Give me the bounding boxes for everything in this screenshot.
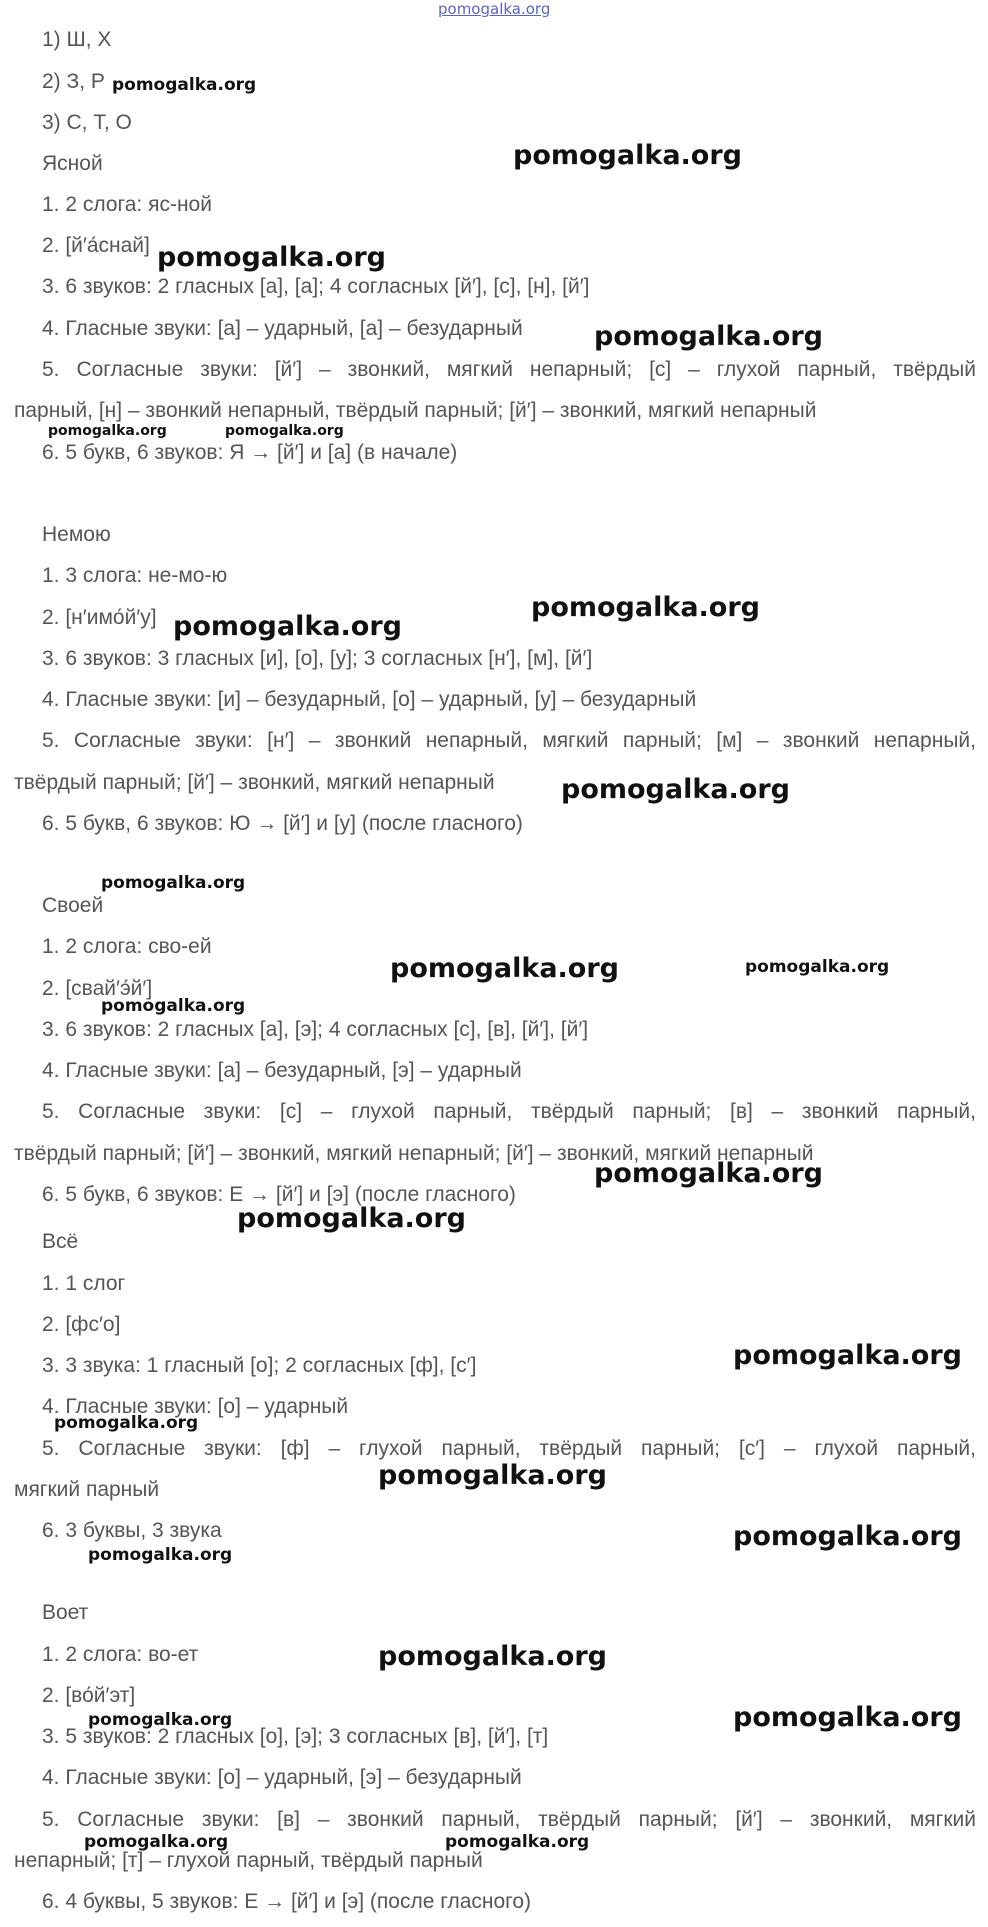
watermark: pomogalka.org [88,1545,233,1565]
watermark: pomogalka.org [594,321,823,352]
watermark: pomogalka.org [112,75,257,95]
watermark: pomogalka.org [84,1832,229,1852]
watermark: pomogalka.org [378,1641,607,1672]
watermark: pomogalka.org [378,1460,607,1491]
watermark: pomogalka.org [438,0,551,18]
watermark: pomogalka.org [745,957,890,977]
watermark: pomogalka.org [561,774,790,805]
watermark: pomogalka.org [513,140,742,171]
watermark: pomogalka.org [225,423,344,439]
watermark: pomogalka.org [48,423,167,439]
watermark: pomogalka.org [531,592,760,623]
watermark: pomogalka.org [390,953,619,984]
watermark: pomogalka.org [157,242,386,273]
watermark: pomogalka.org [733,1340,962,1371]
document-page: 1) Ш, Х 2) З, Р 3) С, Т, О Ясной 1. 2 слога: яс-ной 2. [й′а́снай] 3. 6 звуков: 2 гласных [а], [а]; 4 согласных [й′], [с], [н], [й′] 4. Гласные звуки: [а] – ударный, [а] – безударный 5. Согласные звуки: [й′] – звонкий, мягкий непарный; [с] – глухой парный, твёрдый парный, [н] – звонкий непарный, твёрдый парный; [й′] – звонкий, мягкий непарный 6. 5 букв, 6 звуков: Я → [й′] и [а] (в начале) Немою 1. 3 слога: не-мо-ю 2. [н′имо́й′у] 3. 6 звуков: 3 гласных [и], [о], [у]; 3 согласных [н′], [м], [й′] 4. Гласные звуки: [и] – безударный, [о] – ударный, [у] – безударный 5. Согласные звуки: [н′] – звонкий непарный, мягкий парный; [м] – звонкий непарный, твёрдый парный; [й′] – звонкий, мягкий непарный 6. 5 букв, 6 звуков: Ю → [й′] и [у] (после гласного) Своей 1. 2 слога: сво-ей 2. [свай′э́й′] 3. 6 звуков: 2 гласных [а], [э]; 4 согласных [с], [в], [й′], [й′] 4. Гласные звуки: [а] – безударный, [э] – ударный 5. Согласные звуки: [с] – глухой парный, твёрдый парный; [в] – звонкий парный, твёрдый парный; [й′] – звонкий, мягкий непарный; [й′] – звонкий, мягкий непарный 6. 5 букв, 6 звуков: Е → [й′] и [э] (после гласного) Всё 1. 1 слог 2. [фс′о] 3. 3 звука: 1 гласный [о]; 2 согласных [ф], [с′] 4. Гласные звуки: [о] – ударный 5. Согласные звуки: [ф] – глухой парный, твёрдый парный; [с′] – глухой парный, мягкий парный 6. 3 буквы, 3 звука Воет 1. 2 слога: во-ет 2. [во́й′эт] 3. 5 звуков: 2 гласных [о], [э]; 3 согласных [в], [й′], [т] 4. Гласные звуки: [о] – ударный, [э] – безударный 5. Согласные звуки: [в] – звонкий парный, твёрдый парный; [й′] – звонкий, мягкий непарный; [т] – глухой парный, твёрдый парный 6. 4 буквы, 5 звуков: Е → [й′] и [э] (после гласного) pomogalka.org pomogalka.org pomogalka.org pomogalka.org pomogalka.org pomogalka.org pomogalka.org pomogalka.org pomogalka.org pomogalka.org pomogalka.org pomogalka.org pomogalka.org pomogalka.org pomogalka.org pomogalka.org pomogalka.org pomogalka.org pomogalka.org pomogalka.org pomogalka.org pomogalka.org pomogalka.org pomogalka.org pomogalka.org pomogalka.org [14,0,976,1913]
watermark: pomogalka.org [101,996,246,1016]
watermark: pomogalka.org [88,1710,233,1730]
watermark: pomogalka.org [54,1413,199,1433]
watermark: pomogalka.org [173,611,402,642]
watermark: pomogalka.org [733,1521,962,1552]
watermark: pomogalka.org [594,1158,823,1189]
watermark: pomogalka.org [237,1203,466,1234]
watermark: pomogalka.org [733,1702,962,1733]
watermark: pomogalka.org [445,1832,590,1852]
watermark: pomogalka.org [101,873,246,893]
